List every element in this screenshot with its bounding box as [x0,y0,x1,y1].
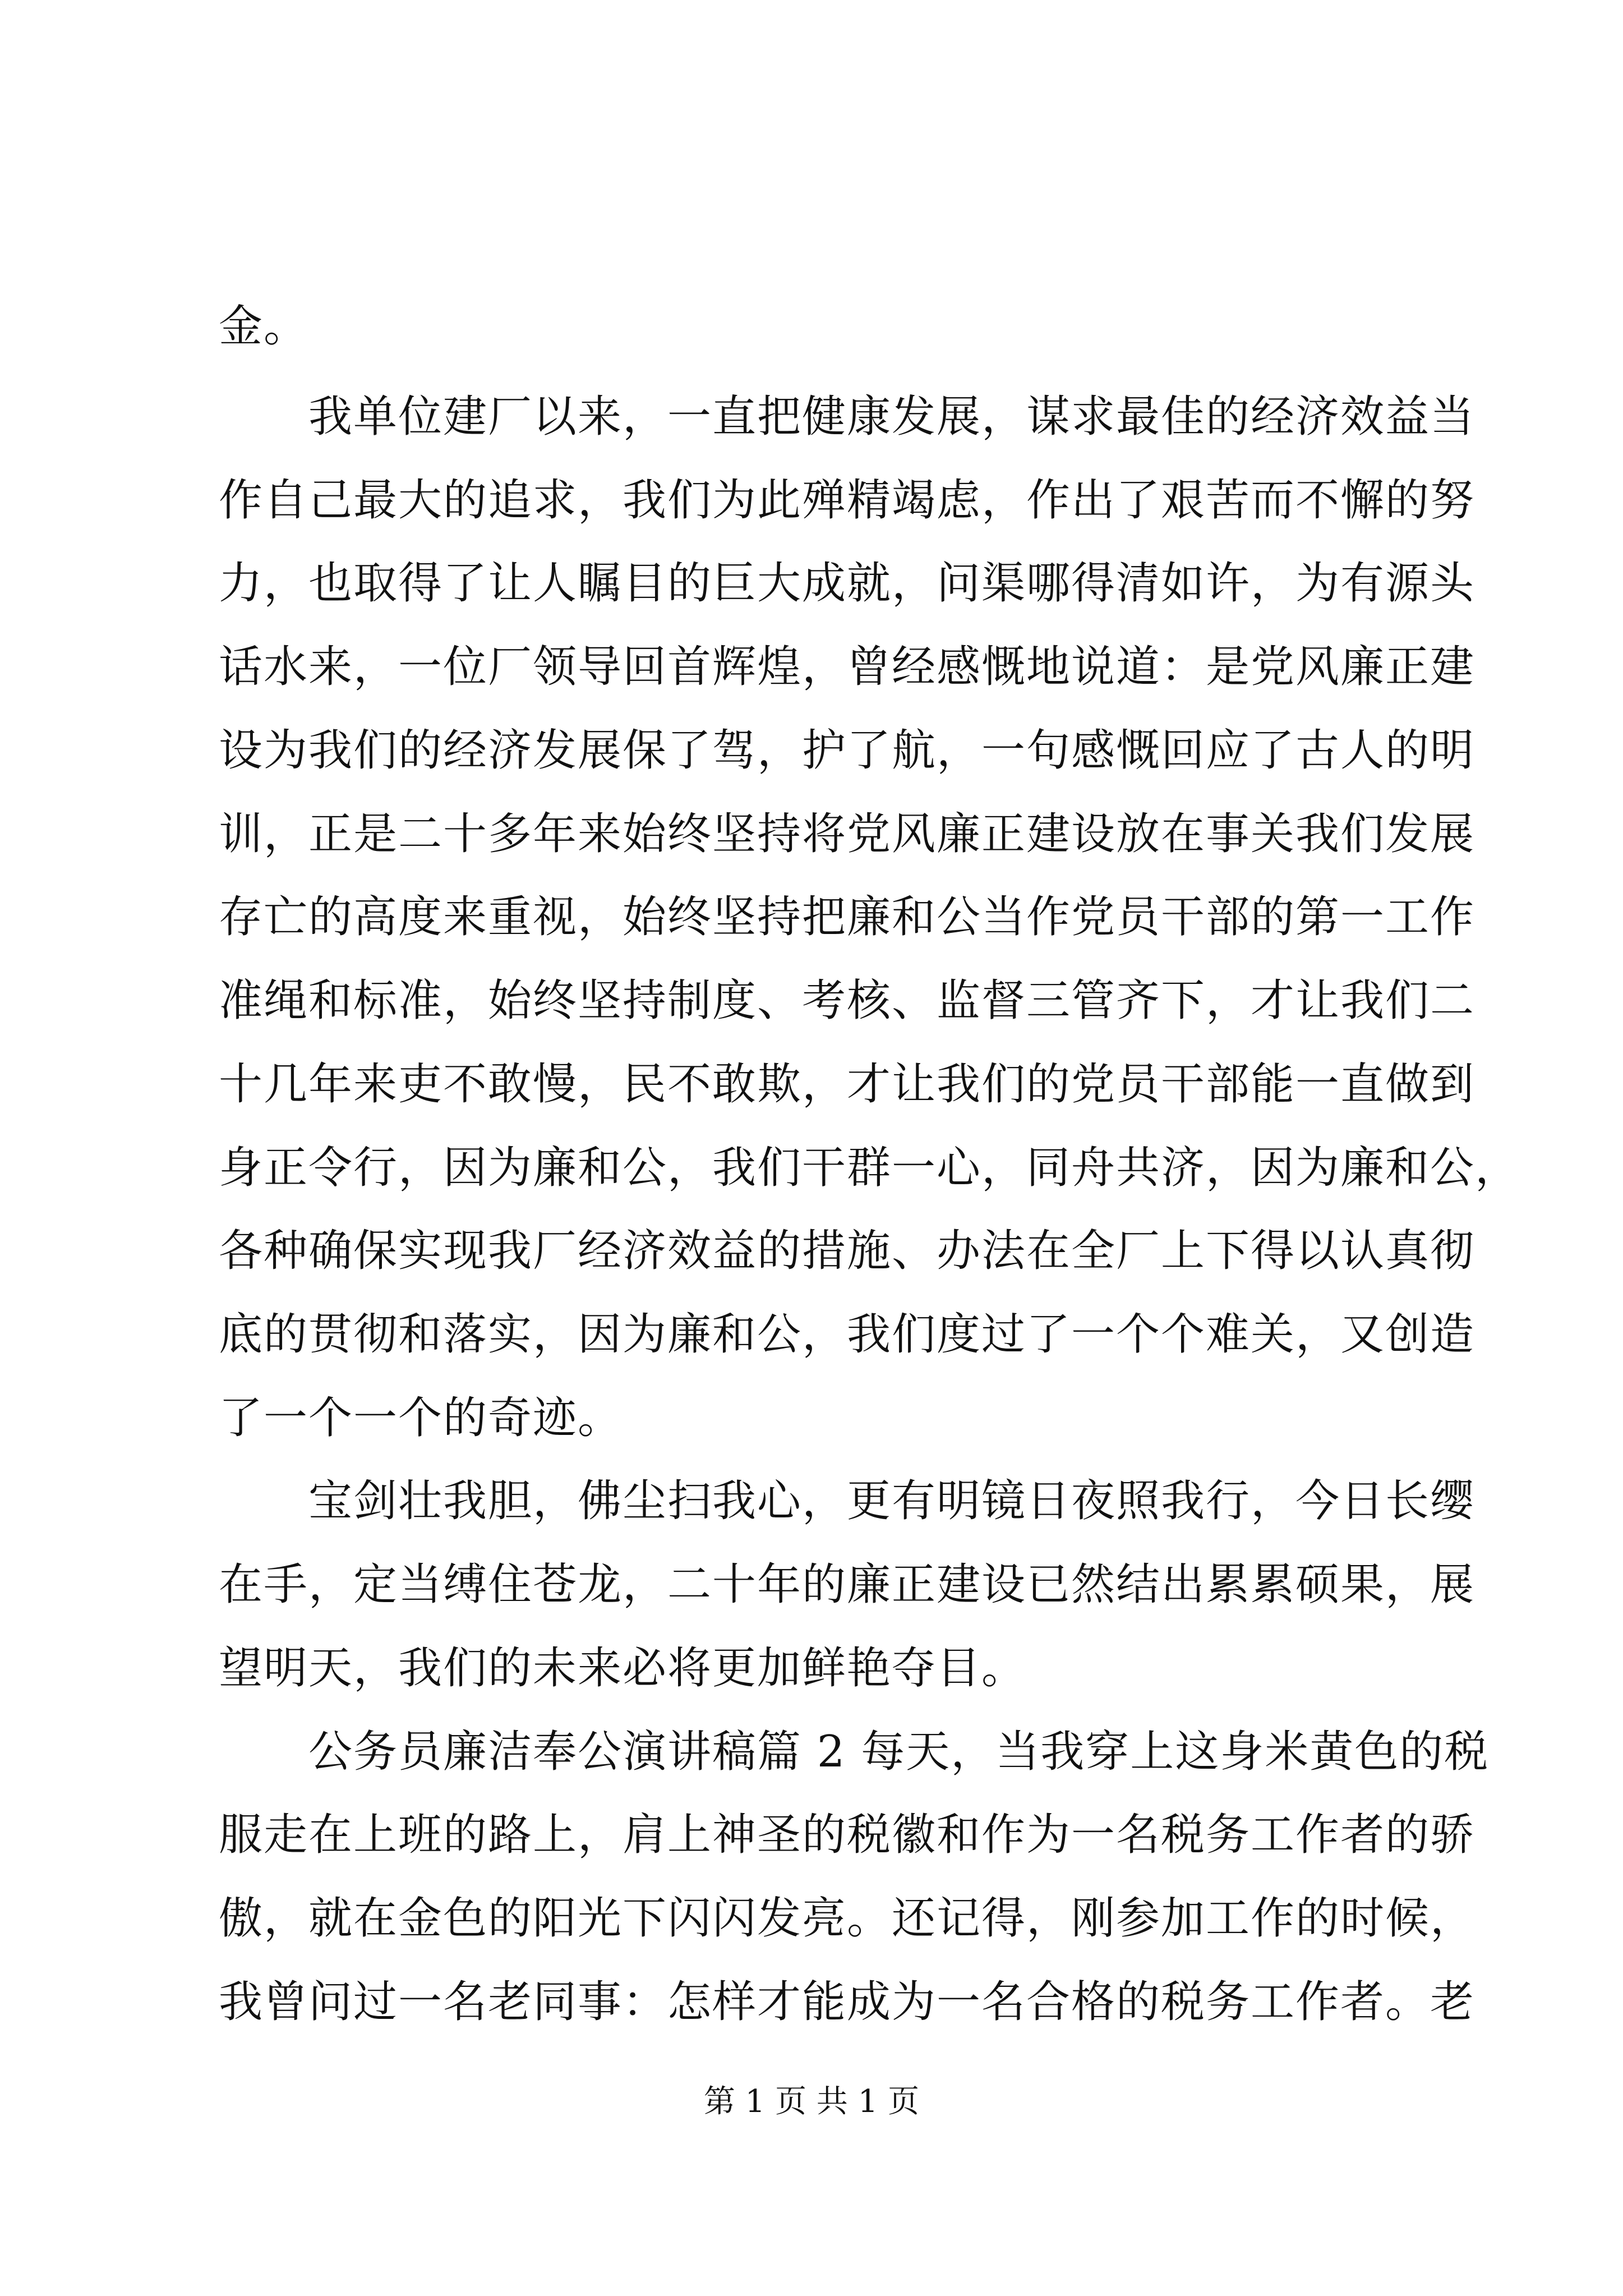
text-line: 底的贯彻和落实，因为廉和公，我们度过了一个个难关，又创造 [219,1309,1476,1360]
text-line: 力，也取得了让人瞩目的巨大成就，问渠哪得清如许，为有源头 [219,558,1476,609]
text-line: 各种确保实现我厂经济效益的措施、办法在全厂上下得以认真彻 [219,1226,1476,1276]
text-line: 存亡的高度来重视，始终坚持把廉和公当作党员干部的第一工作 [219,892,1476,942]
text-line: 服走在上班的路上，肩上神圣的税徽和作为一名税务工作者的骄 [219,1810,1476,1860]
text-line: 我单位建厂以来，一直把健康发展，谋求最佳的经济效益当 [219,392,1476,442]
text-line: 训，正是二十多年来始终坚持将党风廉正建设放在事关我们发展 [219,809,1476,859]
text-line: 我曾问过一名老同事：怎样才能成为一名合格的税务工作者。老 [219,1977,1476,2027]
text-line: 望明天，我们的未来必将更加鲜艳夺目。 [219,1643,1027,1694]
text-line: 作自己最大的追求，我们为此殚精竭虑，作出了艰苦而不懈的努 [219,475,1476,526]
text-line: 准绳和标准，始终坚持制度、考核、监督三管齐下，才让我们二 [219,976,1476,1026]
text-line: 宝剑壮我胆，佛尘扫我心，更有明镜日夜照我行，今日长缨 [219,1476,1476,1526]
text-line: 在手，定当缚住苍龙，二十年的廉正建设已然结出累累硕果，展 [219,1559,1476,1610]
text-line: 设为我们的经济发展保了驾，护了航，一句感慨回应了古人的明 [219,725,1476,776]
text-line: 了一个一个的奇迹。 [219,1393,623,1443]
text-line: 金。 [219,301,309,352]
text-line: 傲，就在金色的阳光下闪闪发亮。还记得，刚参加工作的时候， [219,1893,1476,1944]
page-footer: 第 1 页 共 1 页 [703,2083,920,2120]
text-line: 身正令行，因为廉和公，我们干群一心，同舟共济，因为廉和公， [219,1143,1520,1193]
text-line: 公务员廉洁奉公演讲稿篇 2 每天，当我穿上这身米黄色的税 [219,1727,1490,1777]
text-line: 话水来，一位厂领导回首辉煌，曾经感慨地说道：是党风廉正建 [219,642,1476,692]
text-line: 十几年来吏不敢慢，民不敢欺，才让我们的党员干部能一直做到 [219,1059,1476,1110]
